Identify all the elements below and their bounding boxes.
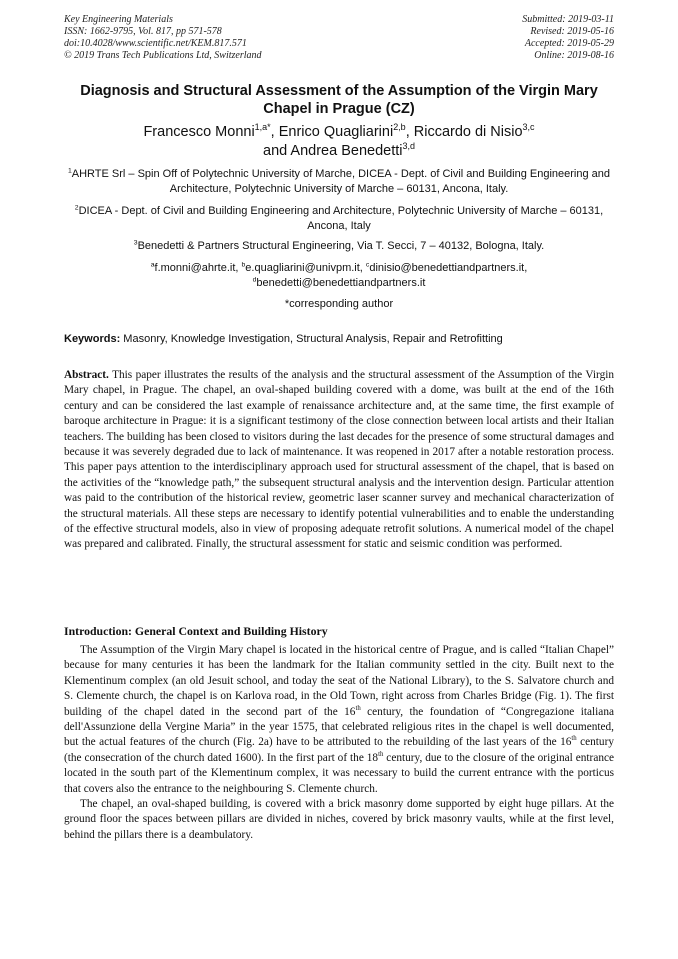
keywords bbox=[64, 332, 614, 346]
paragraph: The chapel, an oval-shaped building, is covered with a brick masonry dome supported by eight huge pillars. At the ground floor the spaces between pillars are divided in niches, covered by brick masonry vaults, while at the first level, behind the pillars there is a deambulatory. bbox=[64, 798, 614, 841]
affiliation-1: $^1$AHRTE Srl – Spin Off of Polytechnic University of Marche, DICEA - Dept. of Civil and Building Engineering and Architecture, Polytechnic University of Marche – 60131, Ancona, Italy. bbox=[67, 167, 611, 195]
journal-name: Key Engineering Materials bbox=[64, 14, 173, 25]
abstract-text: This paper illustrates the results of the analysis and the structural assessment of the Assumption of the Virgin Mary chapel, in Prague. The chapel, an oval-shaped building covered with a dome, was built at the end of the 16th century and can be considered the last example of renaissance architecture and, at the same time, the first example of baroque architecture in Prague: it is a significant testimony of the close connection between local artists and their Italian teachers. The building has been closed to visitors during the last decades for the presence of some structural damages and because it was severely degraded due to lack of maintenance. It was reopened in 2017 after a notable restoration process. This paper pays attention to the interdisciplinary approach used for structural assessment of the chapel, that is based on the activities of the “knowledge path,” the subsequent structural analysis and the intervention design. Particular attention was paid to the contribution of the historical review, geometric laser scanner survey and mechanical characterization of the structural materials. All these steps are necessary to identify potential vulnerabilities and to enable the understanding of the effective structural models, also in view of proposing adequate retrofit solutions. A numerical model of the chapel was prepared and calibrated. Finally, the structural assessment for static and seismic condition was performed. bbox=[64, 369, 614, 551]
affiliation-2: $^2$DICEA - Dept. of Civil and Building Engineering and Architecture, Polytechnic University of Marche – 60131, Ancona, Italy bbox=[74, 204, 604, 232]
author-list: Francesco Monni$^{1,a*}$, Enrico Quagliarini$^{2,b}$, Riccardo di Nisio$^{3,c}$ and Andrea Benedetti$^{3,d}$ bbox=[143, 122, 535, 159]
copyright: © 2019 Trans Tech Publications Ltd, Switzerland bbox=[64, 50, 262, 61]
doi: doi:10.4028/www.scientific.net/KEM.817.571 bbox=[64, 38, 247, 49]
introduction-body bbox=[64, 643, 614, 843]
keywords-text: Masonry, Knowledge Investigation, Structural Analysis, Repair and Retrofitting bbox=[120, 333, 503, 345]
author-3: Riccardo di Nisio$^{3,c}$ bbox=[413, 122, 535, 140]
author-emails: $^a$f.monni@ahrte.it, $^b$e.quagliarini@univpm.it, $^c$dinisio@benedettiandpartners.it, $^d$benedetti@benedettiandpartners.it bbox=[150, 261, 528, 289]
online-date: Online: 2019-08-16 bbox=[534, 50, 614, 61]
revised-date: Revised: 2019-05-16 bbox=[530, 26, 614, 37]
submitted-date: Submitted: 2019-03-11 bbox=[522, 14, 614, 25]
abstract-label: Abstract. bbox=[64, 369, 109, 381]
journal-info bbox=[64, 14, 262, 62]
paragraph: The Assumption of the Virgin Mary chapel is located in the historical centre of Prague, and is called “Italian Chapel” because for many centuries it has been the landmark for the Italian community settled in the city. Built next to the Klementinum complex (an old Jesuit school, and today the seat of the National Library), to the S. Salvatore church and S. Clemente church, the chapel is on Karlova road, in the Old Town, right across from Charles Bridge (Fig. 1). The first building of the chapel dated in the second part of the 16th century, the foundation of “Congregazione italiana dell'Assunzione della Vergine Maria” in the year 1575, that celebrated religious rites in the chapel is well documented, but the actual features of the church (Fig. 2a) have to be attributed to the rebuilding of the last years of the 16th century (the consecration of the church dated 1600). In the first part of the 18th century, due to the closure of the original entrance located in the south part of the Klementinum complex, it was necessary to build the current entrance with the porticus that covers also the entrance to the neighbouring S. Clemente church. bbox=[64, 644, 615, 795]
paper-title: Diagnosis and Structural Assessment of the Assumption of the Virgin Mary Chapel in Prague (CZ) bbox=[80, 83, 598, 117]
author-4: Andrea Benedetti$^{3,d}$ bbox=[290, 141, 415, 159]
author-2: Enrico Quagliarini$^{2,b}$ bbox=[278, 122, 406, 140]
section-heading: Introduction: General Context and Building History bbox=[64, 624, 328, 638]
keywords-label: Keywords: bbox=[64, 333, 121, 345]
abstract bbox=[64, 368, 614, 553]
publication-dates bbox=[522, 14, 614, 62]
corresponding-author-note: *corresponding author bbox=[284, 298, 394, 310]
affiliation-3: $^3$Benedetti & Partners Structural Engineering, Via T. Secci, 7 – 40132, Bologna, Italy. bbox=[133, 239, 545, 252]
issn: ISSN: 1662-9795, Vol. 817, pp 571-578 bbox=[64, 26, 222, 37]
author-1: Francesco Monni$^{1,a*}$ bbox=[143, 122, 271, 140]
accepted-date: Accepted: 2019-05-29 bbox=[524, 38, 614, 49]
